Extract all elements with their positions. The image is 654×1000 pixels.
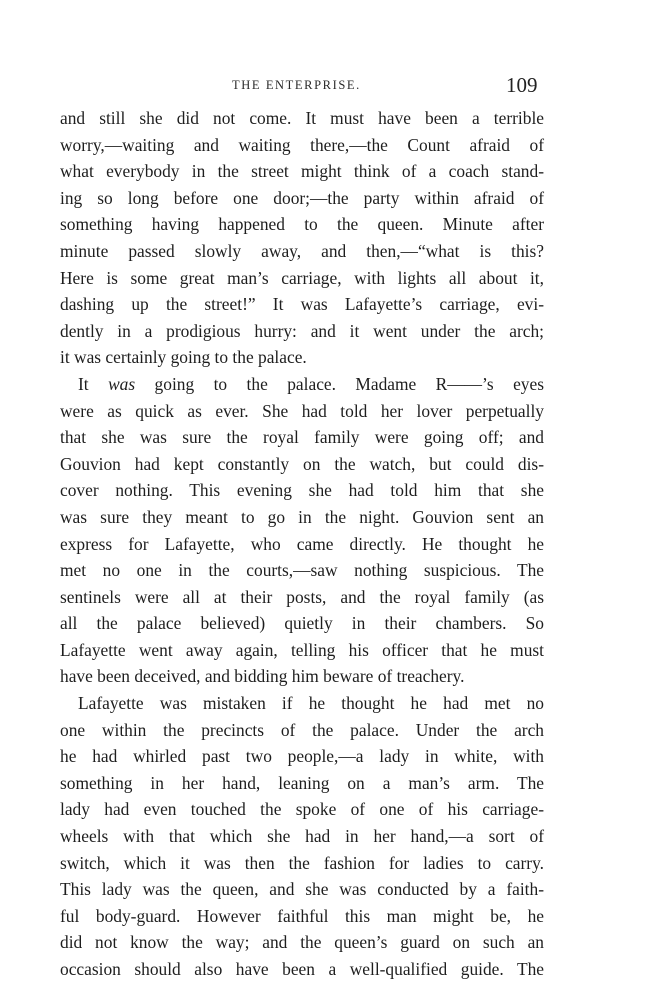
text-line: he had whirled past two people,—a lady in white, with [60,746,544,767]
text-line: minute passed slowly away, and then,—“what is this? [60,240,544,261]
text-line: something having happened to the queen. Minute after [60,214,544,235]
running-head [0,74,654,98]
text-line: cover nothing. This evening she had told him that she [60,480,544,501]
body-text [60,105,544,983]
text-line: express for Lafayette, who came directly. He thought he [60,533,544,554]
text-run: It [78,373,109,394]
text-line: all the palace believed) quietly in their chambers. So [60,613,544,634]
italic-emphasis: was [108,373,136,394]
text-line: something in her hand, leaning on a man’s arm. The [60,772,544,793]
text-line: what everybody in the street might think of a coach stand- [60,161,544,182]
text-line: ful body-guard. However faithful this man might be, he [60,905,544,926]
text-line: Gouvion had kept constantly on the watch, but could dis- [60,453,544,474]
text-line: was sure they meant to go in the night. Gouvion sent an [60,506,544,527]
text-line: it was certainly going to the palace. [60,347,307,368]
text-line: This lady was the queen, and she was conducted by a faith- [60,879,544,900]
text-line: Lafayette went away again, telling his officer that he must [60,639,544,660]
running-title: THE ENTERPRISE. [232,78,361,92]
text-line: were as quick as ever. She had told her lover perpetually [60,400,544,421]
text-line: dently in a prodigious hurry: and it went under the arch; [60,320,544,341]
text-line: did not know the way; and the queen’s guard on such an [60,932,544,953]
text-line: have been deceived, and bidding him beware of treachery. [60,666,465,687]
text-line: ing so long before one door;—the party within afraid of [60,187,544,208]
text-line: and still she did not come. It must have been a terrible [60,108,544,128]
text-line: worry,—waiting and waiting there,—the Count afraid of [60,134,544,155]
text-line: occasion should also have been a well-qualified guide. The [60,959,544,979]
text-line: sentinels were all at their posts, and the royal family (as [60,586,544,607]
text-line-paragraph-start [60,371,544,398]
page-number: 109 [506,73,538,97]
text-run: going to the palace. Madame R——’s eyes [135,373,544,394]
text-line: dashing up the street!” It was Lafayette’s carriage, evi- [60,294,544,315]
text-line-paragraph-start: Lafayette was mistaken if he thought he had met no [78,693,544,714]
text-line: switch, which it was then the fashion for ladies to carry. [60,852,544,873]
text-line: Here is some great man’s carriage, with lights all about it, [60,267,544,288]
text-line: lady had even touched the spoke of one of his carriage- [60,799,544,820]
text-line: wheels with that which she had in her hand,—a sort of [60,826,544,847]
text-line: that she was sure the royal family were going off; and [60,427,544,448]
text-line: met no one in the courts,—saw nothing suspicious. The [60,560,544,581]
text-line: one within the precincts of the palace. Under the arch [60,719,544,740]
